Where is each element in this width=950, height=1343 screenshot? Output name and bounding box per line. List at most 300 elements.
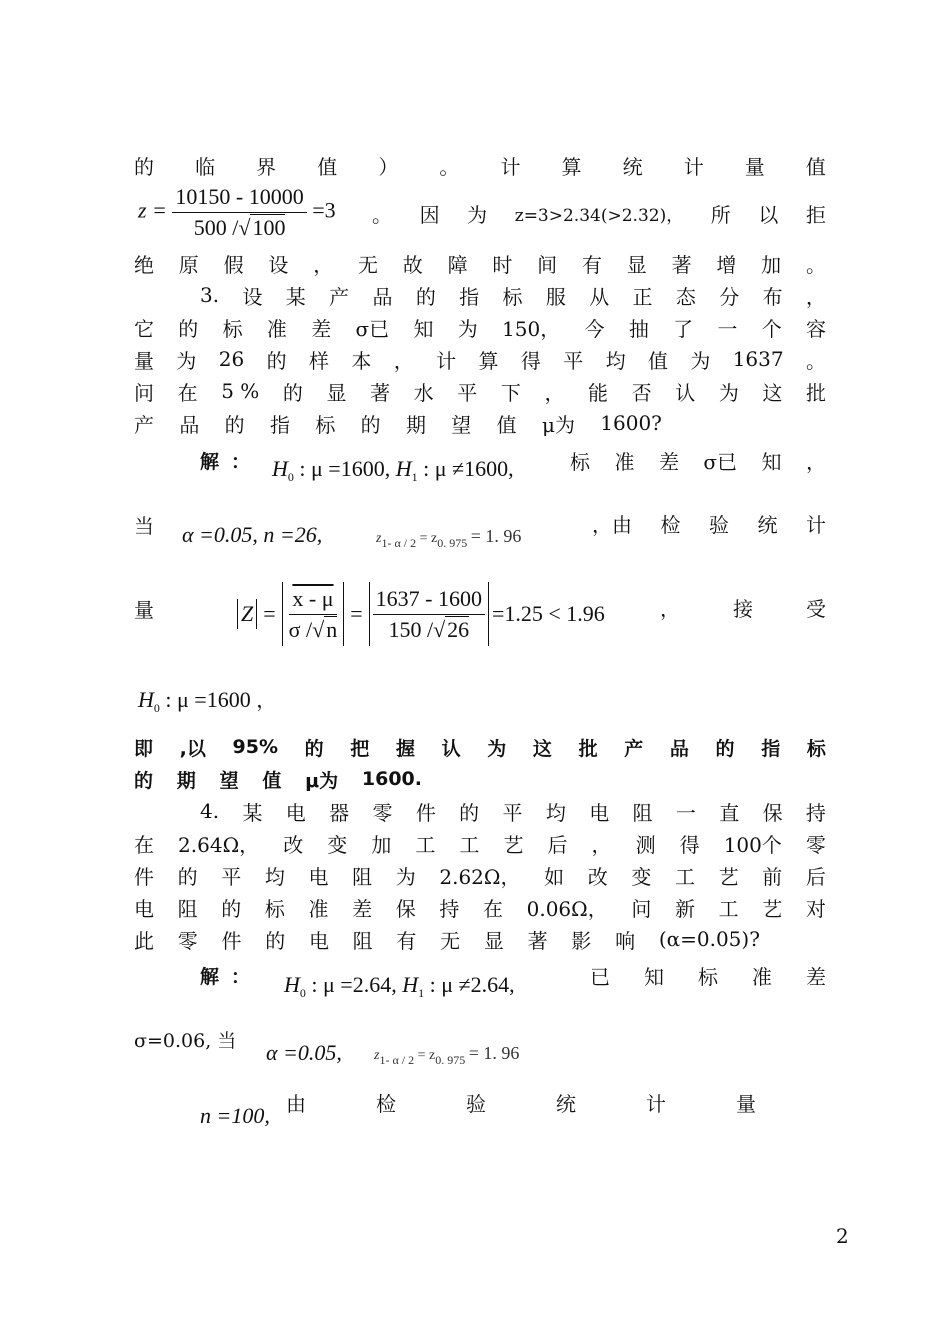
- char: 的: [304, 737, 324, 760]
- char: 准: [752, 964, 772, 989]
- char: 本: [351, 348, 372, 373]
- char: 工: [675, 864, 695, 889]
- char: 1600?: [600, 411, 662, 435]
- frac-2: [373, 586, 485, 643]
- h0-symbol: H: [284, 972, 300, 997]
- char: 150，: [502, 316, 561, 341]
- char: 得: [679, 832, 700, 857]
- char: 2.62Ω，: [439, 864, 521, 889]
- zq-eq: = z: [419, 531, 438, 546]
- char: 。: [372, 202, 392, 227]
- char: 解: [200, 450, 220, 473]
- char: 某: [285, 284, 306, 309]
- den-part: 150 /: [388, 616, 434, 642]
- char: 的: [134, 769, 154, 792]
- text-line-14: [134, 766, 422, 792]
- char: 后: [805, 864, 826, 889]
- char: 对: [805, 896, 826, 921]
- char: 标: [698, 964, 718, 989]
- char: 它: [134, 316, 154, 341]
- char: 。: [439, 154, 460, 179]
- char: 量: [134, 348, 154, 373]
- char: 认: [675, 380, 696, 405]
- char: 著: [370, 380, 391, 405]
- zq-sub2: 0. 975: [435, 1053, 466, 1067]
- char: 拒: [805, 202, 826, 227]
- char: 值: [647, 348, 668, 373]
- char: 变: [631, 864, 652, 889]
- char: 加: [371, 832, 392, 857]
- char: 艺: [762, 896, 783, 921]
- char: 在: [483, 896, 503, 921]
- char: 期: [176, 769, 196, 792]
- frac1-den: σ /√n: [288, 616, 338, 642]
- char: 验: [709, 512, 729, 537]
- char: ，: [313, 252, 334, 277]
- char: 的: [415, 284, 436, 309]
- char: 4.: [200, 799, 220, 823]
- char: 测: [635, 832, 656, 857]
- text-line-17: [134, 862, 826, 888]
- char: ,以: [179, 737, 206, 760]
- char: 电: [308, 928, 329, 953]
- h1-symbol: H: [395, 456, 412, 481]
- char: σ已: [355, 316, 390, 341]
- zq-sub: 1- α / 2: [379, 1053, 415, 1067]
- char: 的: [221, 896, 242, 921]
- char: 即: [134, 737, 154, 760]
- char: 平: [457, 380, 478, 405]
- h0-body: : μ =1600: [165, 687, 251, 712]
- char: 绝: [134, 252, 154, 277]
- char: 加: [761, 252, 782, 277]
- char: 工: [415, 832, 436, 857]
- char: 时: [492, 252, 513, 277]
- char: 值: [262, 769, 282, 792]
- char: 电: [308, 864, 329, 889]
- char: 品: [179, 412, 200, 437]
- char: 原: [178, 252, 199, 277]
- frac2-den: 150 /√26: [388, 616, 470, 642]
- zq-val: = 1. 96: [468, 1043, 520, 1063]
- char: 有: [396, 928, 417, 953]
- char: μ为: [541, 412, 575, 437]
- char: 批: [578, 737, 598, 760]
- h0-accept: [138, 684, 276, 716]
- char: 无: [440, 928, 461, 953]
- char: 指: [761, 737, 781, 760]
- h0-body: : μ =1600,: [299, 456, 391, 481]
- abs-bar: [369, 582, 370, 646]
- char: 态: [675, 284, 696, 309]
- char: 平: [502, 800, 523, 825]
- abs-bar: [237, 599, 238, 629]
- char: 增: [716, 252, 737, 277]
- z-numerator: 10150 - 10000: [172, 184, 306, 213]
- alpha-value-2: [266, 1040, 342, 1066]
- char: ：: [230, 450, 250, 473]
- frac2-num: 1637 - 1600: [373, 586, 485, 615]
- char: 。: [805, 252, 826, 277]
- zq: z: [376, 531, 382, 546]
- char: 计: [806, 512, 826, 537]
- char: 阻: [632, 800, 653, 825]
- char: 零: [805, 832, 826, 857]
- char: 工: [459, 832, 480, 857]
- char: 保: [395, 896, 416, 921]
- frac1-num: x - μ: [289, 586, 336, 615]
- char: 量: [744, 154, 765, 179]
- char: 一: [717, 316, 738, 341]
- zq-sub: 1- α / 2: [381, 536, 417, 550]
- char: 1600.: [361, 768, 422, 790]
- char: 26: [218, 347, 245, 371]
- char: 标: [264, 896, 285, 921]
- char: 望: [219, 769, 239, 792]
- hypotheses-2: [284, 972, 515, 1001]
- alpha-n: α =0.05, n =26,: [182, 522, 323, 547]
- char: 检: [376, 1091, 396, 1116]
- char: 问: [631, 896, 652, 921]
- char: 了: [673, 316, 694, 341]
- char: 为: [176, 348, 197, 373]
- char: ，: [393, 348, 414, 373]
- text-line-19: [134, 926, 760, 952]
- char: 值: [317, 154, 338, 179]
- char: 计: [500, 154, 521, 179]
- char: 握: [395, 737, 415, 760]
- text-line-10-tail: [592, 510, 826, 536]
- char: 正: [632, 284, 653, 309]
- char: 算: [478, 348, 499, 373]
- text-line-13: [134, 734, 826, 760]
- char: 这: [532, 737, 552, 760]
- char: 均: [605, 348, 626, 373]
- char: 品: [669, 737, 689, 760]
- char: 的: [178, 316, 199, 341]
- char: 当: [134, 514, 154, 538]
- char: ）: [378, 154, 399, 179]
- char: σ已: [703, 449, 738, 474]
- char: 知: [644, 964, 664, 989]
- char: 服: [545, 284, 566, 309]
- char: 统: [556, 1091, 576, 1116]
- char: 的: [134, 154, 154, 179]
- char: 显: [326, 380, 347, 405]
- frac-1: [286, 586, 341, 643]
- char: 标: [502, 284, 523, 309]
- char: 布: [762, 284, 783, 309]
- char: 认: [441, 737, 461, 760]
- char: 验: [466, 1091, 486, 1116]
- den-sqrt: n: [326, 616, 338, 642]
- text-line-22-tail: [286, 1089, 756, 1115]
- char: 平: [221, 864, 242, 889]
- abs-bar: [256, 599, 257, 629]
- char: 标: [806, 737, 826, 760]
- char: ，: [805, 284, 826, 309]
- sigma-given: σ=0.06, 当: [134, 1030, 237, 1052]
- z-fraction: [172, 184, 306, 241]
- char: 以: [758, 202, 779, 227]
- char: 为: [487, 737, 507, 760]
- h0-sub: 0: [287, 470, 294, 484]
- char: 标: [570, 449, 590, 474]
- char: 准: [308, 896, 329, 921]
- h1-body: : μ ≠1600,: [423, 456, 514, 481]
- char: 这: [762, 380, 783, 405]
- char: 在: [177, 380, 198, 405]
- den-part: σ /: [288, 616, 313, 642]
- char: 均: [264, 864, 285, 889]
- char: 著: [527, 928, 548, 953]
- char: 2.64Ω，: [178, 832, 260, 857]
- char: 把: [350, 737, 370, 760]
- char: 产: [624, 737, 644, 760]
- char: 艺: [718, 864, 739, 889]
- result: =1.25 < 1.96: [491, 601, 605, 626]
- char: 件: [134, 864, 154, 889]
- char: 前: [762, 864, 783, 889]
- char: 解: [200, 965, 220, 988]
- quantile-2: [374, 1043, 519, 1068]
- abs-bar: [343, 582, 344, 646]
- char: 均: [545, 800, 566, 825]
- text-line-7: [134, 378, 826, 404]
- char: 后: [547, 832, 568, 857]
- char: 阻: [352, 928, 373, 953]
- text-line-9-tail: [570, 447, 826, 473]
- char: 为: [690, 348, 711, 373]
- den-part: 500 /: [193, 215, 239, 240]
- char: 统: [622, 154, 643, 179]
- char: 由: [286, 1091, 306, 1116]
- char: 的: [177, 864, 198, 889]
- char: 为: [457, 316, 478, 341]
- h0-body: : μ =2.64,: [311, 972, 397, 997]
- char: 持: [805, 800, 826, 825]
- char: 差: [352, 896, 373, 921]
- text-line-18: [134, 894, 826, 920]
- zq: z: [374, 1048, 380, 1063]
- char: 量: [736, 1091, 756, 1116]
- eq: =: [263, 601, 276, 626]
- char: 值: [496, 412, 517, 437]
- char: 间: [537, 252, 558, 277]
- zq-eq: = z: [417, 1048, 436, 1063]
- char: 已: [590, 964, 610, 989]
- char: 影: [571, 928, 592, 953]
- z-test-formula: [234, 582, 605, 646]
- char: 电: [589, 800, 610, 825]
- char: 无: [357, 252, 378, 277]
- abs-bar: [488, 582, 489, 646]
- z-denominator: 500 /√100: [193, 215, 286, 240]
- char: 0.06Ω，: [526, 896, 608, 921]
- alpha-n-values: [182, 522, 322, 548]
- char: (α=0.05)?: [658, 927, 760, 951]
- char: 直: [719, 800, 740, 825]
- char: 水: [413, 380, 434, 405]
- char: 为: [718, 380, 739, 405]
- char: 持: [439, 896, 460, 921]
- alpha: α =0.05,: [266, 1040, 342, 1065]
- char: 设: [268, 252, 289, 277]
- char: 如: [544, 864, 565, 889]
- char: 标: [222, 316, 243, 341]
- char: 阻: [177, 896, 198, 921]
- char: 准: [266, 316, 287, 341]
- char: 的: [266, 348, 287, 373]
- char: ，: [256, 690, 277, 712]
- char: 为: [467, 202, 488, 227]
- char: 5 %: [221, 379, 260, 403]
- char: 期: [405, 412, 426, 437]
- char: 1637: [732, 347, 784, 371]
- Z: Z: [241, 601, 254, 626]
- char: 差: [658, 449, 679, 474]
- char: 检: [660, 512, 681, 537]
- char: 产: [134, 412, 154, 437]
- den-sqrt: 100: [252, 215, 286, 240]
- eq: =: [350, 601, 363, 626]
- char: 的: [224, 412, 245, 437]
- char: 能: [588, 380, 609, 405]
- char: 标: [315, 412, 336, 437]
- char: 的: [715, 737, 735, 760]
- char: 此: [134, 928, 154, 953]
- h0-sub: 0: [153, 701, 160, 715]
- char: 件: [221, 928, 242, 953]
- char: 问: [134, 380, 154, 405]
- char: 。: [805, 348, 826, 373]
- char: ，: [591, 832, 612, 857]
- h1-sub: 1: [418, 986, 425, 1000]
- char: 计: [646, 1091, 666, 1116]
- char: 值: [805, 154, 826, 179]
- zq-val: = 1. 96: [470, 526, 522, 546]
- char: 的: [459, 800, 480, 825]
- char: 下: [500, 380, 521, 405]
- text-line-2: [372, 200, 826, 226]
- char: 指: [459, 284, 480, 309]
- char: 容: [806, 316, 826, 341]
- char: 电: [285, 800, 306, 825]
- char: 个: [761, 316, 782, 341]
- text-line-11-lead: [134, 594, 154, 623]
- char: 算: [561, 154, 582, 179]
- text-line-9-lead: [200, 447, 250, 473]
- n: n =100,: [200, 1103, 270, 1128]
- char: 著: [671, 252, 692, 277]
- page-number-text: 2: [836, 1224, 849, 1248]
- char: 所: [710, 202, 731, 227]
- h0-sub: 0: [299, 986, 306, 1000]
- char: 假: [223, 252, 244, 277]
- h0-symbol: H: [138, 687, 154, 712]
- h0-symbol: H: [272, 456, 288, 481]
- char: 指: [269, 412, 290, 437]
- text-line-20-tail: [590, 962, 826, 988]
- char: 差: [806, 964, 826, 989]
- char: 计: [436, 348, 457, 373]
- char: 否: [631, 380, 652, 405]
- char: 抽: [628, 316, 649, 341]
- char: 界: [256, 154, 277, 179]
- char: 的: [282, 380, 303, 405]
- char: 响: [615, 928, 636, 953]
- char: 差: [311, 316, 332, 341]
- den-sqrt: 26: [447, 616, 470, 642]
- char: z=3>2.34(>2.32)，: [514, 205, 684, 226]
- char: 有: [581, 252, 602, 277]
- z-statistic-formula: [138, 184, 336, 241]
- char: 3.: [200, 283, 220, 307]
- text-line-15: [200, 798, 826, 824]
- char: 电: [134, 896, 154, 921]
- char: 统: [757, 512, 778, 537]
- char: 量: [134, 598, 154, 622]
- char: 100个: [723, 832, 782, 857]
- char: 接: [733, 596, 753, 621]
- char: 改: [587, 864, 608, 889]
- char: 为: [395, 864, 416, 889]
- z-rhs: =3: [312, 197, 336, 223]
- h1-body: : μ ≠2.64,: [429, 972, 515, 997]
- quantile-1: [376, 526, 521, 551]
- char: 受: [806, 596, 826, 621]
- text-line-10-lead: [134, 510, 154, 539]
- char: ，由: [592, 512, 632, 537]
- char: ，: [806, 449, 826, 474]
- text-line-1: [134, 152, 826, 178]
- text-line-20-lead: [200, 962, 250, 988]
- char: 新: [675, 896, 695, 921]
- char: 望: [451, 412, 472, 437]
- char: 零: [372, 800, 393, 825]
- char: 今: [584, 316, 605, 341]
- char: 准: [614, 449, 635, 474]
- text-line-11-tail: [660, 594, 826, 620]
- char: 某: [242, 800, 263, 825]
- char: 的: [265, 928, 286, 953]
- char: μ为: [305, 769, 339, 792]
- char: 零: [177, 928, 198, 953]
- char: 因: [419, 202, 440, 227]
- text-line-4: [200, 282, 826, 308]
- zq-sub2: 0. 975: [437, 536, 468, 550]
- text-line-5: [134, 314, 826, 340]
- n-value: [200, 1103, 270, 1129]
- char: 批: [806, 380, 826, 405]
- char: 从: [589, 284, 610, 309]
- char: ：: [230, 965, 250, 988]
- char: 样: [308, 348, 329, 373]
- char: 工: [718, 896, 739, 921]
- char: 知: [413, 316, 434, 341]
- text-line-6: [134, 346, 826, 372]
- text-line-8: [134, 410, 662, 436]
- text-line-21-lead: [134, 1026, 236, 1053]
- char: 故: [402, 252, 423, 277]
- char: 分: [719, 284, 740, 309]
- char: 一: [675, 800, 696, 825]
- h1-sub: 1: [411, 470, 418, 484]
- char: 临: [195, 154, 216, 179]
- char: 变: [327, 832, 348, 857]
- page-number: [836, 1224, 849, 1248]
- char: 得: [520, 348, 541, 373]
